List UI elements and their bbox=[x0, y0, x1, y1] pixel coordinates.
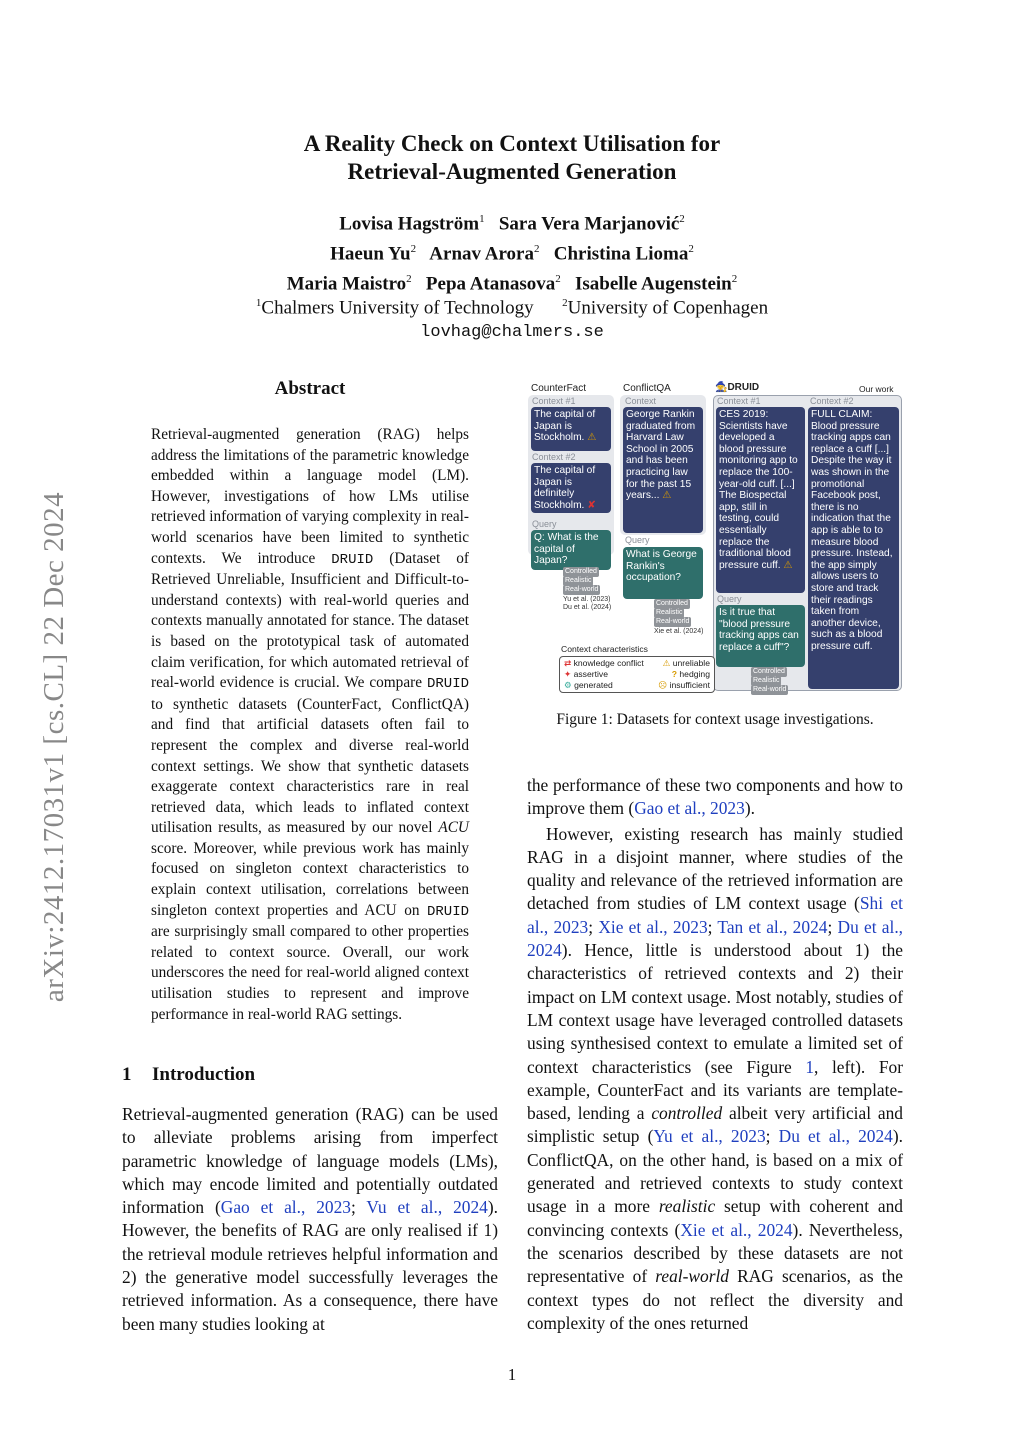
query-label: Query bbox=[717, 594, 742, 604]
conflictqa-query: What is George Rankin's occupation? bbox=[623, 547, 703, 599]
counterfact-query: Q: What is the capital of Japan? bbox=[531, 530, 611, 570]
citation-link[interactable]: Tan et al., 2024 bbox=[717, 916, 828, 937]
tag-realistic: Realistic bbox=[656, 609, 683, 616]
knowledge-conflict-icon: ⇄ bbox=[564, 658, 572, 668]
context-label: Context #1 bbox=[717, 396, 761, 406]
abstract-body: Retrieval-augmented generation (RAG) helps address the limitations of the parametric knowledge embedded within a language model (LM). However, investigations of how LMs utilise retrieved information of varying complexity in real-world scenarios have been limited to synthetic contexts. We introduce DRUID (Dataset of Retrieved Unreliable, Insufficient and Difficult-to-understand contexts) with real-world queries and contexts manually annotated for stance. The dataset is based on the prototypical task of automated claim verification, for which automated retrieval of real-world evidence is crucial. We compare DRUID to synthetic datasets (CounterFact, ConflictQA) and find that artificial datasets often fail to represent the complex and diverse real-world context settings. We show that synthetic datasets exaggerate context characteristics rare in real retrieved data, which leads to inflated context utilisation results, as measured by our novel ACU score. Moreover, while previous work has mainly focused on singleton context characteristics to explain context utilisation, correlations between singleton context properties and ACU on DRUID are surprisingly small compared to other properties related to context source. Overall, our work underscores the need for real-world aligned context utilisation studies to represent and improve performance in real-world RAG settings. bbox=[151, 426, 469, 1023]
warning-icon: ⚠ bbox=[587, 432, 597, 444]
counterfact-context-2: The capital of Japan is definitely Stockholm. ✘ bbox=[531, 463, 611, 513]
warning-icon: ⚠ bbox=[662, 490, 672, 502]
druid-context-1: CES 2019: Scientists have developed a blood pressure monitoring app to replace the 100-year-old cuff. [...] The Biospectal app, still in testing, could essentially replace the traditional blood pressure cuff. ⚠ bbox=[716, 407, 805, 593]
context-label: Context #2 bbox=[810, 396, 854, 406]
abstract-heading: Abstract bbox=[274, 378, 346, 399]
question-icon: ? bbox=[671, 669, 678, 679]
citation-link[interactable]: Du et al., 2024 bbox=[527, 916, 904, 961]
context-label: Context #1 bbox=[532, 396, 576, 406]
author-list: Lovisa Hagström$^1$ Sara Vera Marjanović$^2$ Haeun Yu$^2$ Arnav Arora$^2$ Christina Lioma$^2$ Maria Maistro$^2$ Pepa Atanasova$^2$ Isabelle Augenstein$^2$ bbox=[286, 213, 738, 294]
insufficient-icon: ☹ bbox=[658, 680, 668, 690]
conflictqa-label: ConflictQA bbox=[623, 383, 671, 394]
context-label: Context bbox=[625, 396, 657, 406]
author: Pepa Atanasova bbox=[425, 272, 556, 294]
legend-title: Context characteristics bbox=[561, 644, 648, 654]
author: Christina Lioma bbox=[553, 243, 689, 265]
tag-controlled: Controlled bbox=[753, 668, 785, 675]
query-label: Query bbox=[625, 535, 650, 545]
intro-paragraph: Retrieval-augmented generation (RAG) can be used to alleviate problems arising from imperfect parametric knowledge of language models (LMs), which may encode limited and potentially outdated information (Gao et al., 2023; Vu et al., 2024). However, the benefits of RAG are only realised if 1) the retrieval module retrieves helpful information and 2) the generative model successfully leverages the retrieved information. As a consequence, there have been many studies looking at bbox=[122, 1104, 498, 1334]
generated-icon: ⚙ bbox=[564, 680, 572, 690]
query-label: Query bbox=[532, 519, 557, 529]
paragraph: However, existing research has mainly studied RAG in a disjoint manner, where studies of the quality and relevance of the retrieved information are detached from studies of LM context usage (Shi et al., 2023; Xie et al., 2023; Tan et al., 2024; Du et al., 2024). Hence, little is understood about 1) the characteristics of retrieved contexts and 2) their impact on LM context usage. Most notably, studies of LM context usage have leveraged controlled datasets using synthesised context to emulate a limited set of context characteristics (see Figure 1, left). For example, CounterFact and its variants are template-based, lending a controlled albeit very artificial and simplistic setup (Yu et al., 2023; Du et al., 2024). ConflictQA, on the other hand, is based on a mix of generated and retrieved contexts to study context usage in a more realistic setup with coherent and convincing contexts (Xie et al., 2024). Nevertheless, the scenarios described by these datasets are not representative of real-world RAG scenarios, as the context types do not reflect the diversity and complexity of the ones returned bbox=[527, 823, 904, 1333]
tag-realistic: Realistic bbox=[753, 677, 780, 684]
counterfact-ref: Yu et al. (2023) Du et al. (2024) bbox=[563, 596, 612, 611]
section-heading: 1 Introduction bbox=[122, 1064, 256, 1085]
author: Sara Vera Marjanović bbox=[498, 213, 680, 235]
author: Arnav Arora bbox=[429, 243, 534, 265]
conflictqa-ref: Xie et al. (2024) bbox=[654, 628, 704, 635]
email[interactable]: lovhag@chalmers.se bbox=[420, 323, 604, 343]
title-line-2: Retrieval-Augmented Generation bbox=[347, 159, 677, 184]
author: Lovisa Hagström bbox=[339, 213, 480, 235]
our-work-label: Our work bbox=[859, 384, 894, 394]
citation-link[interactable]: Shi et al., 2023 bbox=[527, 893, 903, 937]
affiliation-2: University of Copenhagen bbox=[567, 297, 769, 319]
paragraph: the performance of these two components and how to improve them (Gao et al., 2023). bbox=[527, 775, 903, 819]
tag-realworld: Real-world bbox=[565, 586, 599, 593]
warning-icon: ⚠ bbox=[662, 658, 671, 668]
citation-link[interactable]: Du et al., 2024 bbox=[778, 1126, 893, 1147]
author: Maria Maistro bbox=[286, 272, 407, 294]
counterfact-context-1: The capital of Japan is Stockholm. ⚠ bbox=[531, 407, 611, 451]
figure-caption: Figure 1: Datasets for context usage investigations. bbox=[556, 711, 874, 728]
right-column bbox=[527, 774, 903, 1335]
citation-link[interactable]: Xie et al., 2024 bbox=[680, 1219, 793, 1240]
druid-query: Is it true that "blood pressure tracking apps can replace a cuff"? bbox=[716, 605, 805, 667]
figure-link[interactable]: 1 bbox=[805, 1056, 815, 1077]
tag-realworld: Real-world bbox=[753, 686, 787, 693]
counterfact-label: CounterFact bbox=[531, 383, 587, 394]
tag-realistic: Realistic bbox=[565, 577, 592, 584]
context-label: Context #2 bbox=[532, 452, 576, 462]
cross-icon: ✘ bbox=[587, 499, 596, 511]
citation-link[interactable]: Xie et al., 2023 bbox=[598, 916, 708, 937]
tag-controlled: Controlled bbox=[656, 600, 688, 607]
affiliations: $^1$Chalmers University of Technology $^2$University of Copenhagen lovhag@chalmers.se bbox=[0, 291, 1024, 345]
conflictqa-context: George Rankin graduated from Harvard Law School in 2005 and has been practicing law for the past 15 years... ⚠ bbox=[623, 407, 703, 533]
tag-realworld: Real-world bbox=[656, 618, 690, 625]
figure-1 bbox=[527, 381, 903, 693]
affiliation-1: Chalmers University of Technology bbox=[261, 297, 534, 319]
legend: ⇄ knowledge conflict ⚠ unreliable ✦ assertive ? hedging ⚙ generated ☹ insufficient bbox=[559, 656, 715, 693]
arxiv-stamp: arXiv:2412.17031v1 [cs.CL] 22 Dec 2024 bbox=[38, 491, 70, 1003]
citation-link[interactable]: Gao et al., 2023 bbox=[634, 798, 745, 819]
paper-title bbox=[0, 130, 1024, 186]
citation-link[interactable]: Vu et al., 2024 bbox=[366, 1197, 488, 1218]
assertive-icon: ✦ bbox=[564, 669, 572, 679]
druid-label: 🧙DRUID bbox=[715, 382, 760, 393]
warning-icon: ⚠ bbox=[783, 559, 793, 571]
druid-context-2: FULL CLAIM: Blood pressure tracking apps can replace a cuff [...] Despite the way it was shown in the promotional Facebook post, there is no indication that the app is able to to measure blood pressure. Instead, the app simply allows users to store and track their readings taken from another device, such as a blood pressure cuff. bbox=[808, 407, 899, 689]
tag-controlled: Controlled bbox=[565, 568, 597, 575]
author: Haeun Yu bbox=[330, 243, 411, 265]
citation-link[interactable]: Yu et al., 2023 bbox=[653, 1126, 766, 1147]
citation-link[interactable]: Gao et al., 2023 bbox=[220, 1197, 351, 1218]
author: Isabelle Augenstein bbox=[574, 272, 732, 294]
title-line-1: A Reality Check on Context Utilisation for bbox=[303, 131, 721, 156]
page-number: 1 bbox=[507, 1365, 517, 1384]
